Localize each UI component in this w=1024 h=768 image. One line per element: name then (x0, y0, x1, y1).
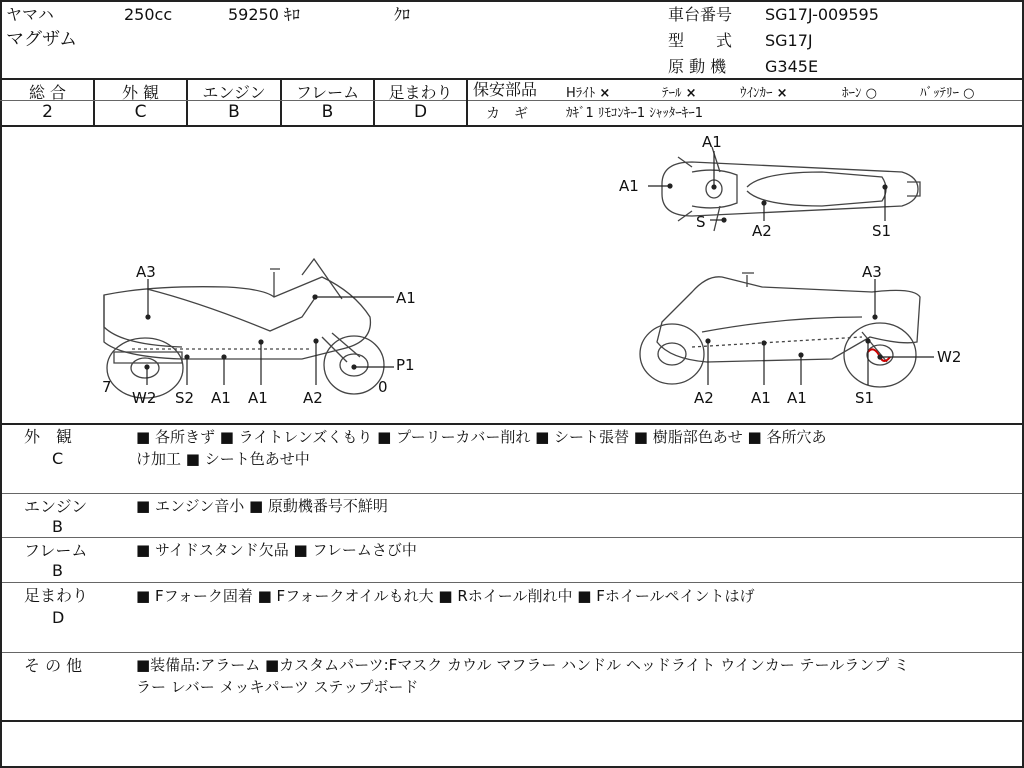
safety-item-tail: ﾃｰﾙ × (662, 86, 697, 101)
grade-value-suspension: D (413, 102, 428, 122)
note-label: エンジン (24, 497, 88, 516)
note-text: ■ 各所きず ■ ライトレンズくもり ■ プーリーカバー削れ ■ シート張替 ■ 樹脂部色あせ ■ 各所穴あ (136, 428, 827, 446)
key-value: ｶｷﾞ1 ﾘﾓｺﾝｷｰ1 ｼｬｯﾀｰｷｰ1 (566, 106, 704, 121)
label-left-a1c: A1 (248, 389, 268, 407)
label-left-w2: W2 (132, 389, 157, 407)
note-text: け加工 ■ シート色あせ中 (136, 450, 310, 468)
note-grade: D (52, 608, 65, 627)
label-top-a2: A2 (752, 222, 772, 240)
safety-item-headlight: Hﾗｲﾄ × (566, 86, 611, 101)
note-label: 足まわり (24, 586, 89, 605)
color: ｸﾛ (394, 5, 411, 24)
label-left-a1b: A1 (211, 389, 231, 407)
safety-item-battery: ﾊﾞｯﾃﾘｰ ○ (920, 86, 975, 101)
displacement: 250cc (124, 5, 173, 24)
label-right-s1: S1 (855, 389, 875, 407)
frame-no-label: 車台番号 (668, 5, 733, 24)
grade-value-engine: B (228, 102, 240, 122)
label-top-s: S (696, 213, 706, 231)
label-top-a1: A1 (702, 133, 722, 151)
safety-title: 保安部品 (473, 80, 538, 99)
frame-no: SG17J-009595 (765, 5, 879, 24)
note-label: そ の 他 (24, 656, 83, 675)
engine-value: G345E (765, 57, 819, 76)
label-left-s2: S2 (175, 389, 195, 407)
note-text: ■装備品:アラーム ■カスタムパーツ:Fマスク カウル マフラー ハンドル ヘッドライト ウインカー テールランプ ミ (136, 656, 909, 674)
safety-item-horn: ﾎｰﾝ ○ (842, 86, 877, 101)
scooter-right-side-icon (640, 273, 920, 387)
safety-item-winker: ｳｲﾝｶｰ × (740, 86, 788, 101)
model-name: マグザム (6, 29, 78, 50)
grade-label-frame: フレーム (295, 83, 360, 102)
note-label: 外 観 (24, 427, 73, 446)
label-right-a2: A2 (694, 389, 714, 407)
label-top-s1: S1 (872, 222, 892, 240)
note-text: ■ Fフォーク固着 ■ Fフォークオイルもれ大 ■ Rホイール削れ中 ■ Fホイールペイントはげ (136, 587, 755, 605)
label-left-p1: P1 (396, 356, 415, 374)
grade-label-engine: エンジン (202, 83, 266, 102)
note-text: ■ エンジン音小 ■ 原動機番号不鮮明 (136, 497, 388, 515)
note-grade: C (52, 449, 64, 468)
grade-label-exterior: 外 観 (121, 83, 160, 102)
key-label: カ ギ (486, 106, 528, 122)
grade-label-overall: 総 合 (28, 83, 67, 102)
mileage: 59250 ｷﾛ (228, 5, 300, 24)
grade-label-suspension: 足まわり (388, 83, 453, 102)
grade-value-overall: 2 (42, 102, 53, 122)
damage-diagram (2, 127, 1022, 423)
note-text: ■ サイドスタンド欠品 ■ フレームさび中 (136, 541, 417, 559)
label-top-a1b: A1 (619, 177, 639, 195)
label-left-a1: A1 (396, 289, 416, 307)
label-left-a2: A2 (303, 389, 323, 407)
grade-value-frame: B (321, 102, 334, 122)
engine-label: 原 動 機 (668, 57, 727, 76)
note-label: フレーム (24, 541, 88, 560)
note-grade: B (52, 561, 63, 580)
label-right-a1b: A1 (787, 389, 807, 407)
note-text: ラー レバー メッキパーツ ステップボード (136, 678, 419, 696)
label-right-w2: W2 (937, 348, 962, 366)
label-left-number: 7 (102, 378, 112, 396)
type-label: 型 式 (668, 31, 733, 50)
maker: ヤマハ (6, 5, 54, 24)
label-right-a3: A3 (862, 263, 882, 281)
label-left-odometer: 0 (378, 378, 388, 396)
type-value: SG17J (765, 31, 813, 50)
label-right-a1: A1 (751, 389, 771, 407)
note-grade: B (52, 517, 63, 536)
grade-value-exterior: C (134, 102, 147, 122)
label-left-a3: A3 (136, 263, 156, 281)
